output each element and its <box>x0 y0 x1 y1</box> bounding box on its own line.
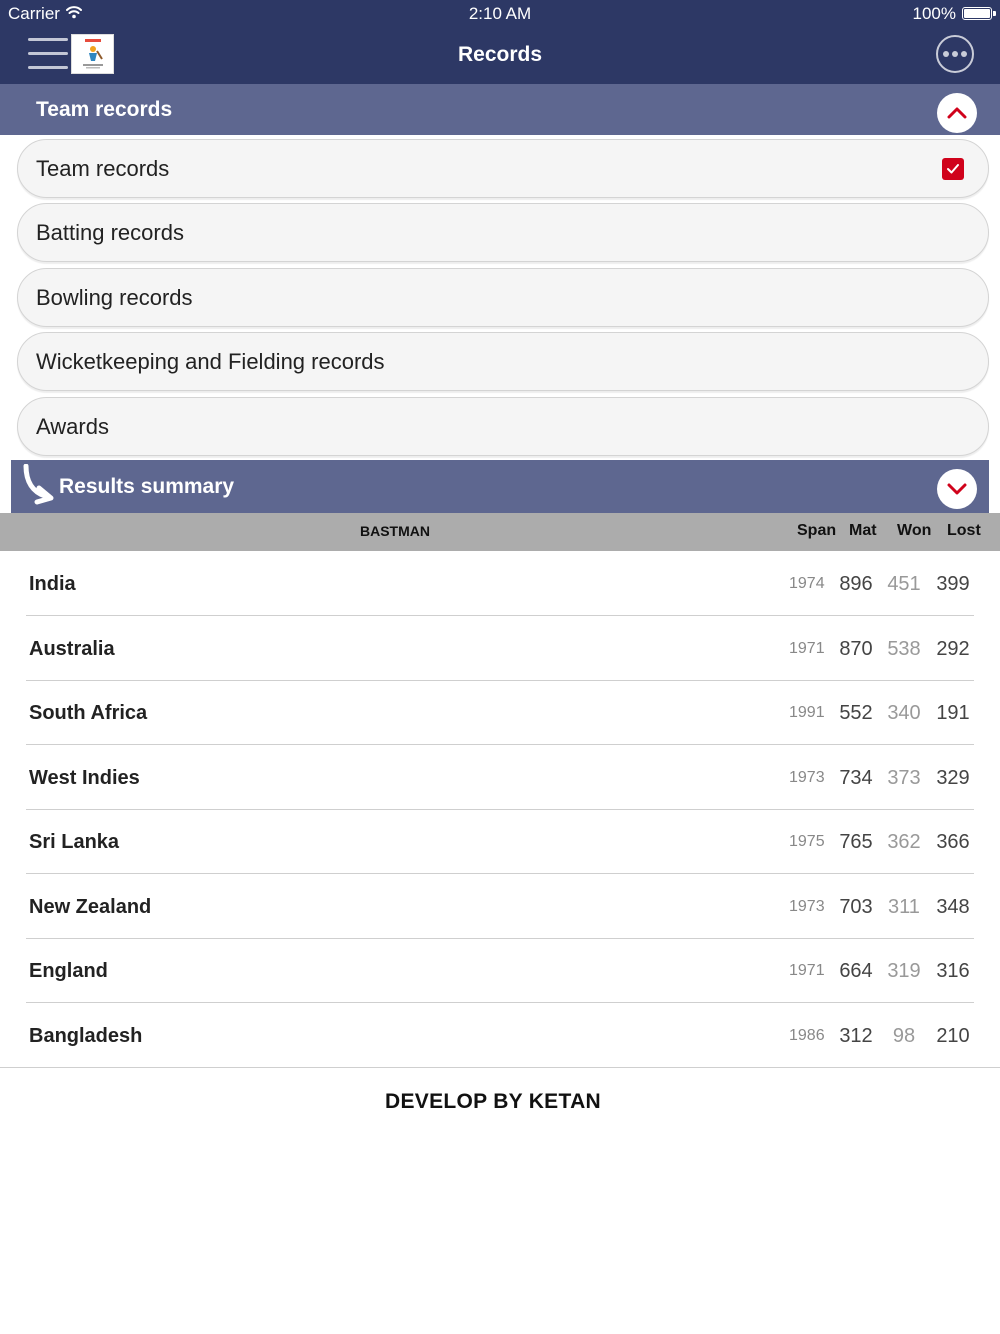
chevron-down-icon[interactable] <box>937 469 977 509</box>
table-row[interactable] <box>0 746 1000 810</box>
column-header-batsman: BASTMAN <box>360 523 430 539</box>
column-header-span: Span <box>797 522 837 539</box>
team-name: Australia <box>29 638 115 660</box>
table-row[interactable] <box>0 617 1000 681</box>
carrier-label: Carrier <box>8 4 60 23</box>
lost-value: 366 <box>936 831 970 853</box>
won-value: 362 <box>887 831 921 853</box>
menu-item-bowling-records[interactable] <box>17 268 989 327</box>
team-records-header-label: Team records <box>36 98 173 121</box>
results-summary-header-label: Results summary <box>59 475 235 498</box>
footer-credit: DEVELOP BY KETAN <box>384 1090 601 1113</box>
checkmark-icon[interactable] <box>942 158 964 180</box>
won-value: 373 <box>887 767 921 789</box>
matches-value: 664 <box>839 960 873 982</box>
table-row[interactable] <box>0 875 1000 939</box>
won-value: 319 <box>887 960 921 982</box>
chevron-up-icon[interactable] <box>937 93 977 133</box>
row-divider <box>26 615 974 616</box>
matches-value: 870 <box>839 638 873 660</box>
menu-item-batting-records[interactable] <box>17 203 989 262</box>
team-name: Bangladesh <box>29 1025 143 1047</box>
column-header-lost: Lost <box>947 522 981 539</box>
menu-item-label: Team records <box>36 156 170 181</box>
table-header <box>0 513 1000 551</box>
curved-arrow-icon <box>21 464 55 512</box>
column-header-won: Won <box>897 522 932 539</box>
matches-value: 734 <box>839 767 873 789</box>
span-value: 1986 <box>789 1027 825 1044</box>
team-records-header[interactable] <box>0 84 1000 135</box>
clock: 2:10 AM <box>468 4 532 23</box>
team-name: South Africa <box>29 702 148 724</box>
team-name: New Zealand <box>29 896 152 918</box>
team-name: Sri Lanka <box>29 831 120 853</box>
matches-value: 896 <box>839 573 873 595</box>
row-divider <box>0 1067 1000 1068</box>
status-bar <box>0 0 1000 28</box>
table-row[interactable] <box>0 939 1000 1003</box>
battery-icon <box>962 7 992 20</box>
lost-value: 316 <box>936 960 970 982</box>
menu-item-awards[interactable] <box>17 397 989 456</box>
lost-value: 292 <box>936 638 970 660</box>
matches-value: 312 <box>839 1025 873 1047</box>
menu-item-label: Batting records <box>36 220 184 245</box>
nav-bar <box>0 28 1000 84</box>
lost-value: 210 <box>936 1025 970 1047</box>
menu-item-label: Bowling records <box>36 285 193 310</box>
matches-value: 703 <box>839 896 873 918</box>
team-name: England <box>29 960 108 982</box>
menu-item-label: Wicketkeeping and Fielding records <box>36 349 385 374</box>
won-value: 311 <box>888 896 920 918</box>
page-title: Records <box>457 43 543 66</box>
results-summary-header[interactable] <box>11 460 989 513</box>
span-value: 1971 <box>789 640 825 657</box>
won-value: 98 <box>892 1025 916 1047</box>
lost-value: 348 <box>936 896 970 918</box>
table-row[interactable] <box>0 810 1000 874</box>
row-divider <box>26 744 974 745</box>
matches-value: 765 <box>839 831 873 853</box>
lost-value: 191 <box>936 702 970 724</box>
span-value: 1991 <box>789 704 825 721</box>
table-row[interactable] <box>0 552 1000 616</box>
span-value: 1974 <box>789 575 825 592</box>
battery-percentage: 100% <box>912 4 956 23</box>
menu-item-label: Awards <box>36 414 109 439</box>
team-name: West Indies <box>29 767 140 789</box>
span-value: 1973 <box>789 769 825 786</box>
menu-item-wicketkeeping-fielding-records[interactable] <box>17 332 989 391</box>
row-divider <box>26 1002 974 1003</box>
menu-item-team-records[interactable] <box>17 139 989 198</box>
table-row[interactable] <box>0 681 1000 745</box>
span-value: 1973 <box>789 898 825 915</box>
span-value: 1971 <box>789 962 825 979</box>
team-name: India <box>29 573 76 595</box>
matches-value: 552 <box>839 702 873 724</box>
won-value: 451 <box>887 573 921 595</box>
table-row[interactable] <box>0 1004 1000 1068</box>
column-header-mat: Mat <box>849 522 877 539</box>
lost-value: 399 <box>936 573 970 595</box>
ellipsis-circle-icon[interactable] <box>936 35 974 73</box>
won-value: 340 <box>887 702 921 724</box>
lost-value: 329 <box>936 767 970 789</box>
span-value: 1975 <box>789 833 825 850</box>
row-divider <box>26 873 974 874</box>
won-value: 538 <box>887 638 921 660</box>
